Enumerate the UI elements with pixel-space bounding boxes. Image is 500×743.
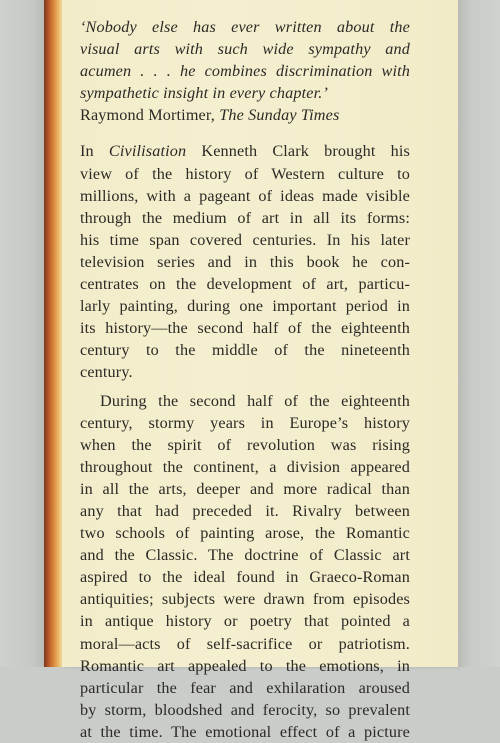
paragraph-line: its history—the second half of the eighteenth (80, 317, 410, 339)
paragraph-line: television series and in this book he con- (80, 251, 410, 273)
paragraph-line: any that had preceded it. Rivalry between (80, 500, 410, 522)
quote-line: visual arts with such wide sympathy and (80, 38, 410, 60)
quote-line: acumen . . . he combines discrimination with (80, 60, 410, 82)
paragraph-line: in antique history or poetry that pointed a (80, 610, 410, 632)
paragraph-line: Romantic art appealed to the emotions, in (80, 655, 410, 677)
paragraph-line: centrates on the development of art, particu- (80, 273, 410, 295)
paragraph-line: particular the fear and exhilaration aroused (80, 677, 410, 699)
paragraph-line: throughout the continent, a division appeared (80, 456, 410, 478)
flap-text (80, 16, 410, 743)
paragraph-line: two schools of painting arose, the Romantic (80, 522, 410, 544)
paragraph-line: moral—acts of self-sacrifice or patriotism. (80, 633, 410, 655)
paragraph-line: antiquities; subjects were drawn from episodes (80, 588, 410, 610)
paragraph-line: view of the history of Western culture to (80, 163, 410, 185)
reviewer-name: Raymond Mortimer, (80, 106, 219, 124)
paragraph-line: larly painting, during one important period in (80, 295, 410, 317)
paragraph-line (80, 140, 410, 162)
paragraph-line: by storm, bloodshed and ferocity, so prevalent (80, 699, 410, 721)
quote-attribution (80, 104, 410, 126)
paragraph-line: through the medium of art in all its forms: (80, 207, 410, 229)
paragraph-line: century. (80, 361, 410, 383)
paragraph-1 (80, 140, 410, 383)
paragraph-line: century to the middle of the nineteenth (80, 339, 410, 361)
paragraph-line: century, stormy years in Europe’s history (80, 412, 410, 434)
quote-line: sympathetic insight in every chapter.’ (80, 82, 410, 104)
background-right (458, 0, 500, 667)
paragraph-2 (80, 390, 410, 743)
paragraph-line: his time span covered centuries. In his later (80, 229, 410, 251)
paragraph-line: During the second half of the eighteenth (80, 390, 410, 412)
paragraph-text: Kenneth Clark brought his (186, 142, 410, 160)
review-quote (80, 16, 410, 104)
book-title: Civilisation (109, 142, 186, 160)
paragraph-line: when the spirit of revolution was rising (80, 434, 410, 456)
paragraph-line: millions, with a pageant of ideas made visible (80, 185, 410, 207)
background-left (0, 0, 46, 667)
paragraph-intro: In (80, 142, 109, 160)
paragraph-line: in all the arts, deeper and more radical than (80, 478, 410, 500)
paragraph-line: at the time. The emotional effect of a picture (80, 721, 410, 743)
paragraph-line: aspired to the ideal found in Graeco-Roman (80, 566, 410, 588)
paragraph-line: and the Classic. The doctrine of Classic art (80, 544, 410, 566)
publication-name: The Sunday Times (219, 106, 339, 124)
quote-line: ‘Nobody else has ever written about the (80, 16, 410, 38)
